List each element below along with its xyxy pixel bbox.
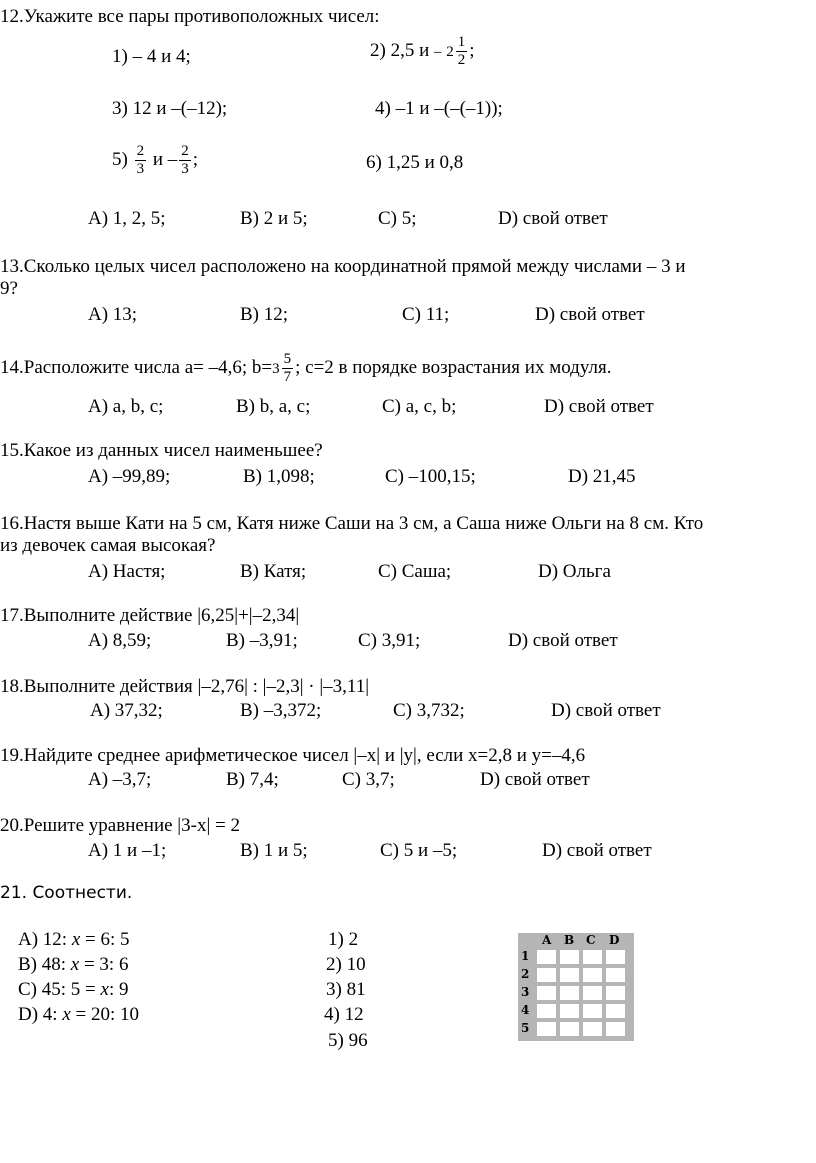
q14-whole: 3 — [272, 361, 280, 377]
q21-left-c-variable: x — [100, 979, 109, 1000]
grid-col-header-d: D — [609, 933, 620, 947]
answer-grid — [518, 933, 634, 1041]
q19-option-c: С) 3,7; — [342, 769, 395, 790]
fraction-denominator: 2 — [457, 52, 466, 69]
grid-row-header-4: 4 — [521, 1003, 530, 1017]
grid-cell[interactable] — [583, 968, 602, 982]
q12-item-2-whole: 2 — [446, 44, 454, 60]
q19-option-b: В) 7,4; — [226, 769, 279, 790]
q12-title: 12.Укажите все пары противоположных чисел: — [0, 6, 380, 27]
q20-option-c: С) 5 и –5; — [380, 840, 458, 861]
fraction-numerator: 1 — [457, 34, 466, 51]
q19-option-a: А) –3,7; — [88, 769, 152, 790]
q21-right-5: 5) 96 — [328, 1030, 368, 1051]
q21-left-d-pre: D) 4: — [18, 1004, 58, 1025]
q12-item-5 — [112, 140, 198, 180]
q12-item-1: 1) – 4 и 4; — [112, 46, 191, 67]
q12-item-2-minus: – — [434, 44, 442, 60]
grid-cell[interactable] — [606, 968, 625, 982]
grid-cell[interactable] — [606, 986, 625, 1000]
fraction-numerator: 2 — [136, 143, 145, 160]
q19-option-d: D) свой ответ — [480, 769, 590, 790]
q17-option-a: А) 8,59; — [88, 630, 152, 651]
q13-option-d: D) свой ответ — [535, 304, 645, 325]
q18-option-b: В) –3,372; — [240, 700, 322, 721]
q13-option-a: А) 13; — [88, 304, 138, 325]
grid-col-header-a: A — [542, 933, 552, 947]
q21-right-1: 1) 2 — [328, 929, 359, 950]
q17-option-d: D) свой ответ — [508, 630, 618, 651]
grid-cell[interactable] — [560, 986, 579, 1000]
q16-option-d: D) Ольга — [538, 561, 611, 582]
q21-left-d — [18, 1004, 139, 1026]
q12-item-5-pre: 5) — [112, 149, 128, 170]
q21-left-a-pre: A) 12: — [18, 929, 68, 950]
q12-item-4: 4) –1 и –(–(–1)); — [375, 98, 503, 119]
q20-option-b: В) 1 и 5; — [240, 840, 308, 861]
grid-col-header-c: C — [586, 933, 596, 947]
grid-row-header-1: 1 — [521, 949, 530, 963]
q21-left-a — [18, 929, 130, 951]
grid-col-header-b: B — [564, 933, 575, 947]
q21-left-c-pre: C) 45: 5 = — [18, 979, 96, 1000]
q16-option-b: В) Катя; — [240, 561, 307, 582]
q13-title-line-1: 13.Сколько целых чисел расположено на координатной прямой между числами – 3 и — [0, 256, 686, 277]
q20-title: 20.Решите уравнение |3-x| = 2 — [0, 815, 240, 836]
q13-option-b: В) 12; — [240, 304, 289, 325]
q12-item-5-fraction-2 — [179, 143, 191, 178]
grid-cell[interactable] — [560, 1004, 579, 1018]
q12-item-5-mid: и – — [152, 149, 178, 170]
q20-option-d: D) свой ответ — [542, 840, 652, 861]
q14-option-b: В) b, a, c; — [236, 396, 311, 417]
q21-left-d-post: = 20: 10 — [75, 1004, 140, 1025]
q20-option-a: А) 1 и –1; — [88, 840, 167, 861]
q13-title-line-2: 9? — [0, 278, 18, 299]
grid-cell[interactable] — [560, 1022, 579, 1036]
grid-row-header-5: 5 — [521, 1021, 530, 1035]
grid-cell[interactable] — [537, 1022, 556, 1036]
q12-item-2-post: ; — [469, 40, 475, 61]
q17-option-b: В) –3,91; — [226, 630, 298, 651]
fraction-denominator: 3 — [181, 161, 189, 178]
grid-cell[interactable] — [560, 968, 579, 982]
q18-title: 18.Выполните действия |–2,76| : |–2,3| · |–3,11| — [0, 676, 370, 697]
q12-item-2 — [370, 32, 475, 71]
grid-cell[interactable] — [560, 950, 579, 964]
q14-option-a: А) a, b, c; — [88, 396, 164, 417]
q21-left-b — [18, 954, 128, 976]
q14-option-d: D) свой ответ — [544, 396, 654, 417]
grid-cell[interactable] — [583, 986, 602, 1000]
q12-item-5-fraction-1 — [135, 143, 147, 178]
q21-right-3: 3) 81 — [326, 979, 366, 1000]
q14-option-c: С) a, c, b; — [382, 396, 457, 417]
q21-right-4: 4) 12 — [324, 1004, 364, 1025]
grid-cell[interactable] — [606, 950, 625, 964]
q21-right-2: 2) 10 — [326, 954, 366, 975]
grid-row-header-3: 3 — [521, 985, 530, 999]
grid-cell[interactable] — [537, 986, 556, 1000]
q17-option-c: С) 3,91; — [358, 630, 421, 651]
q21-left-c-post: : 9 — [108, 979, 129, 1000]
q21-left-b-pre: B) 48: — [18, 954, 67, 975]
q14-title — [0, 346, 611, 391]
grid-cell[interactable] — [583, 1022, 602, 1036]
q21-title: 21. Соотнести. — [0, 883, 133, 903]
fraction-numerator: 2 — [181, 143, 189, 160]
q16-title-line-1: 16.Настя выше Кати на 5 см, Катя ниже Саши на 3 см, а Саша ниже Ольги на 8 см. Кто — [0, 513, 704, 534]
q15-option-b: В) 1,098; — [243, 466, 315, 487]
q21-left-b-post: = 3: 6 — [83, 954, 129, 975]
q15-option-c: С) –100,15; — [385, 466, 476, 487]
q16-title-line-2: из девочек самая высокая? — [0, 535, 216, 556]
q18-option-d: D) свой ответ — [551, 700, 661, 721]
q12-option-b: В) 2 и 5; — [240, 208, 308, 229]
q21-left-b-variable: x — [70, 954, 80, 975]
q14-title-pre: 14.Расположите числа а= –4,6; b= — [0, 357, 273, 378]
q12-item-6: 6) 1,25 и 0,8 — [366, 152, 464, 173]
q18-option-a: А) 37,32; — [90, 700, 163, 721]
q12-item-2-pre: 2) 2,5 и — [370, 40, 430, 61]
fraction-numerator: 5 — [283, 351, 292, 368]
q18-option-c: С) 3,732; — [393, 700, 465, 721]
q14-title-post: ; с=2 в порядке возрастания их модуля. — [295, 357, 612, 378]
q12-item-3: 3) 12 и –(–12); — [112, 98, 228, 119]
grid-cell[interactable] — [583, 950, 602, 964]
grid-cell[interactable] — [606, 1022, 625, 1036]
q12-option-d: D) свой ответ — [498, 208, 608, 229]
q21-left-d-variable: x — [62, 1004, 71, 1025]
q21-left-a-variable: x — [71, 929, 81, 950]
q21-left-a-post: = 6: 5 — [85, 929, 130, 950]
grid-row-header-2: 2 — [521, 967, 530, 981]
q19-title: 19.Найдите среднее арифметическое чисел |–x| и |y|, если x=2,8 и y=–4,6 — [0, 745, 586, 766]
q21-left-c — [18, 979, 128, 1001]
fraction-denominator: 3 — [136, 161, 145, 178]
q16-option-a: А) Настя; — [88, 561, 166, 582]
q12-option-a: А) 1, 2, 5; — [88, 208, 166, 229]
q15-option-a: А) –99,89; — [88, 466, 171, 487]
q12-item-5-post: ; — [192, 149, 199, 170]
q14-fraction — [282, 351, 294, 386]
grid-cell[interactable] — [583, 1004, 602, 1018]
q15-option-d: D) 21,45 — [568, 466, 636, 487]
grid-cell[interactable] — [537, 968, 556, 982]
fraction-denominator: 7 — [283, 369, 292, 386]
q12-option-c: С) 5; — [378, 208, 417, 229]
q12-item-2-fraction — [456, 34, 468, 69]
grid-cell[interactable] — [606, 1004, 625, 1018]
q15-title: 15.Какое из данных чисел наименьшее? — [0, 440, 323, 461]
q17-title: 17.Выполните действие |6,25|+|–2,34| — [0, 605, 300, 626]
q16-option-c: С) Саша; — [378, 561, 452, 582]
grid-cell[interactable] — [537, 1004, 556, 1018]
grid-cell[interactable] — [537, 950, 556, 964]
q13-option-c: С) 11; — [402, 304, 450, 325]
